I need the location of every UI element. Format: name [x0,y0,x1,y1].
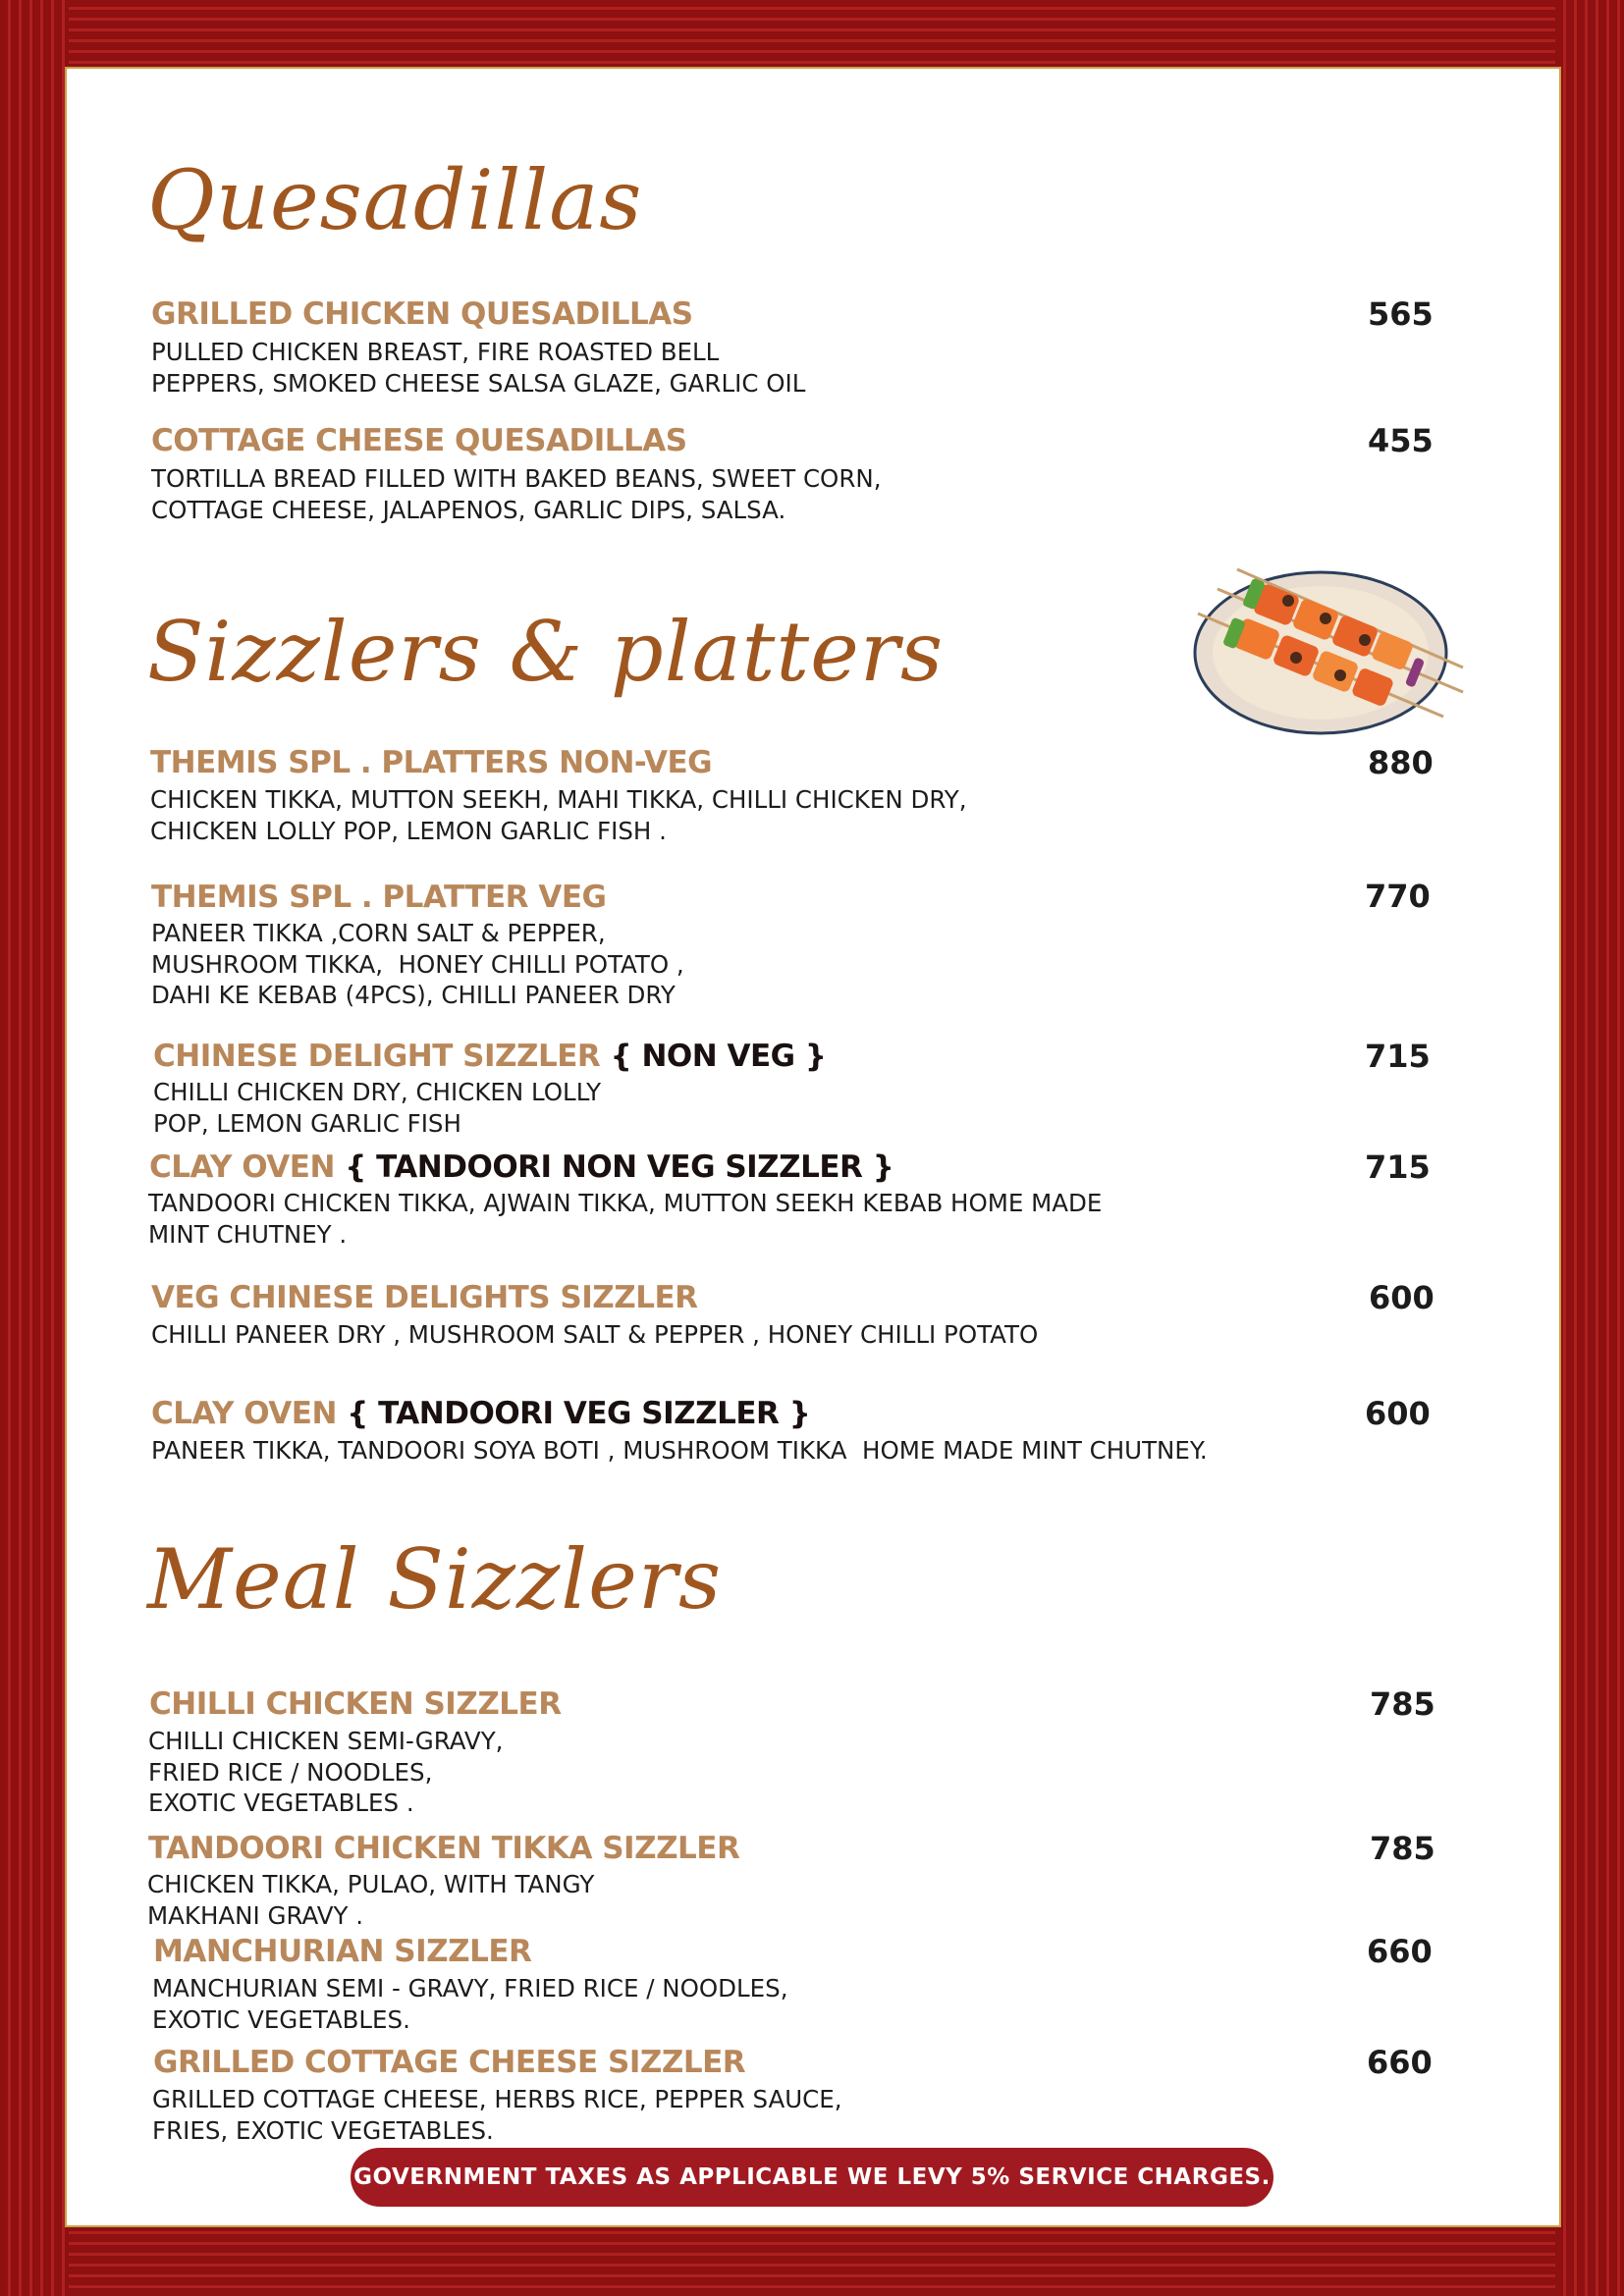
section-title-quesadillas: Quesadillas [147,152,643,248]
item-name: TANDOORI CHICKEN TIKKA SIZZLER [148,1831,740,1866]
item-name: CHINESE DELIGHT SIZZLER { NON VEG } [153,1039,827,1074]
section-title-sizzlers-platters: Sizzlers & platters [147,604,945,700]
item-name: GRILLED CHICKEN QUESADILLAS [151,296,693,332]
item-price: 785 [1370,1830,1435,1867]
item-price: 715 [1365,1148,1431,1186]
item-description: CHILLI CHICKEN SEMI-GRAVY, FRIED RICE / NOODLES, EXOTIC VEGETABLES . [148,1727,504,1817]
item-name: VEG CHINESE DELIGHTS SIZZLER [151,1280,698,1315]
item-price: 660 [1367,1933,1433,1970]
item-price: 600 [1369,1279,1435,1316]
item-name: THEMIS SPL . PLATTERS NON-VEG [150,745,713,780]
item-description: CHICKEN TIKKA, MUTTON SEEKH, MAHI TIKKA, CHILLI CHICKEN DRY, CHICKEN LOLLY POP, LEMON GARLIC FISH . [150,785,967,845]
item-price: 770 [1365,878,1431,915]
item-description: GRILLED COTTAGE CHEESE, HERBS RICE, PEPPER SAUCE, FRIES, EXOTIC VEGETABLES. [152,2085,842,2145]
item-price: 785 [1370,1685,1435,1723]
item-price: 660 [1367,2044,1433,2081]
border-right [1555,0,1624,2296]
item-description: CHICKEN TIKKA, PULAO, WITH TANGY MAKHANI GRAVY . [147,1870,595,1930]
item-description: CHILLI CHICKEN DRY, CHICKEN LOLLY POP, LEMON GARLIC FISH [153,1078,602,1138]
skewer-platter-illustration [1178,550,1473,746]
item-description: TANDOORI CHICKEN TIKKA, AJWAIN TIKKA, MUTTON SEEKH KEBAB HOME MADE MINT CHUTNEY . [148,1189,1103,1249]
item-description: PANEER TIKKA, TANDOORI SOYA BOTI , MUSHROOM TIKKA HOME MADE MINT CHUTNEY. [151,1436,1208,1465]
item-name: THEMIS SPL . PLATTER VEG [151,880,607,915]
item-name: MANCHURIAN SIZZLER [153,1934,532,1969]
item-description: PULLED CHICKEN BREAST, FIRE ROASTED BELL PEPPERS, SMOKED CHEESE SALSA GLAZE, GARLIC OIL [151,338,806,398]
border-left [0,0,69,2296]
item-price: 600 [1365,1395,1431,1432]
item-price: 715 [1365,1038,1431,1075]
item-name: COTTAGE CHEESE QUESADILLAS [151,423,687,458]
item-price: 455 [1368,422,1434,459]
item-description: MANCHURIAN SEMI - GRAVY, FRIED RICE / NOODLES, EXOTIC VEGETABLES. [152,1974,788,2034]
item-description: CHILLI PANEER DRY , MUSHROOM SALT & PEPPER , HONEY CHILLI POTATO [151,1320,1039,1349]
item-description: TORTILLA BREAD FILLED WITH BAKED BEANS, SWEET CORN, COTTAGE CHEESE, JALAPENOS, GARLIC DIPS, SALSA. [151,464,882,524]
item-name: CLAY OVEN { TANDOORI NON VEG SIZZLER } [149,1149,894,1185]
item-price: 880 [1368,744,1434,781]
item-price: 565 [1368,295,1434,333]
item-name: CHILLI CHICKEN SIZZLER [149,1686,562,1722]
section-title-meal-sizzlers: Meal Sizzlers [147,1531,723,1628]
item-name: GRILLED COTTAGE CHEESE SIZZLER [153,2045,746,2080]
item-description: PANEER TIKKA ,CORN SALT & PEPPER, MUSHROOM TIKKA, HONEY CHILLI POTATO , DAHI KE KEBAB (4PCS), CHILLI PANEER DRY [151,919,684,1009]
service-charge-notice: GOVERNMENT TAXES AS APPLICABLE WE LEVY 5% SERVICE CHARGES. [351,2148,1273,2207]
item-name: CLAY OVEN { TANDOORI VEG SIZZLER } [151,1396,811,1431]
